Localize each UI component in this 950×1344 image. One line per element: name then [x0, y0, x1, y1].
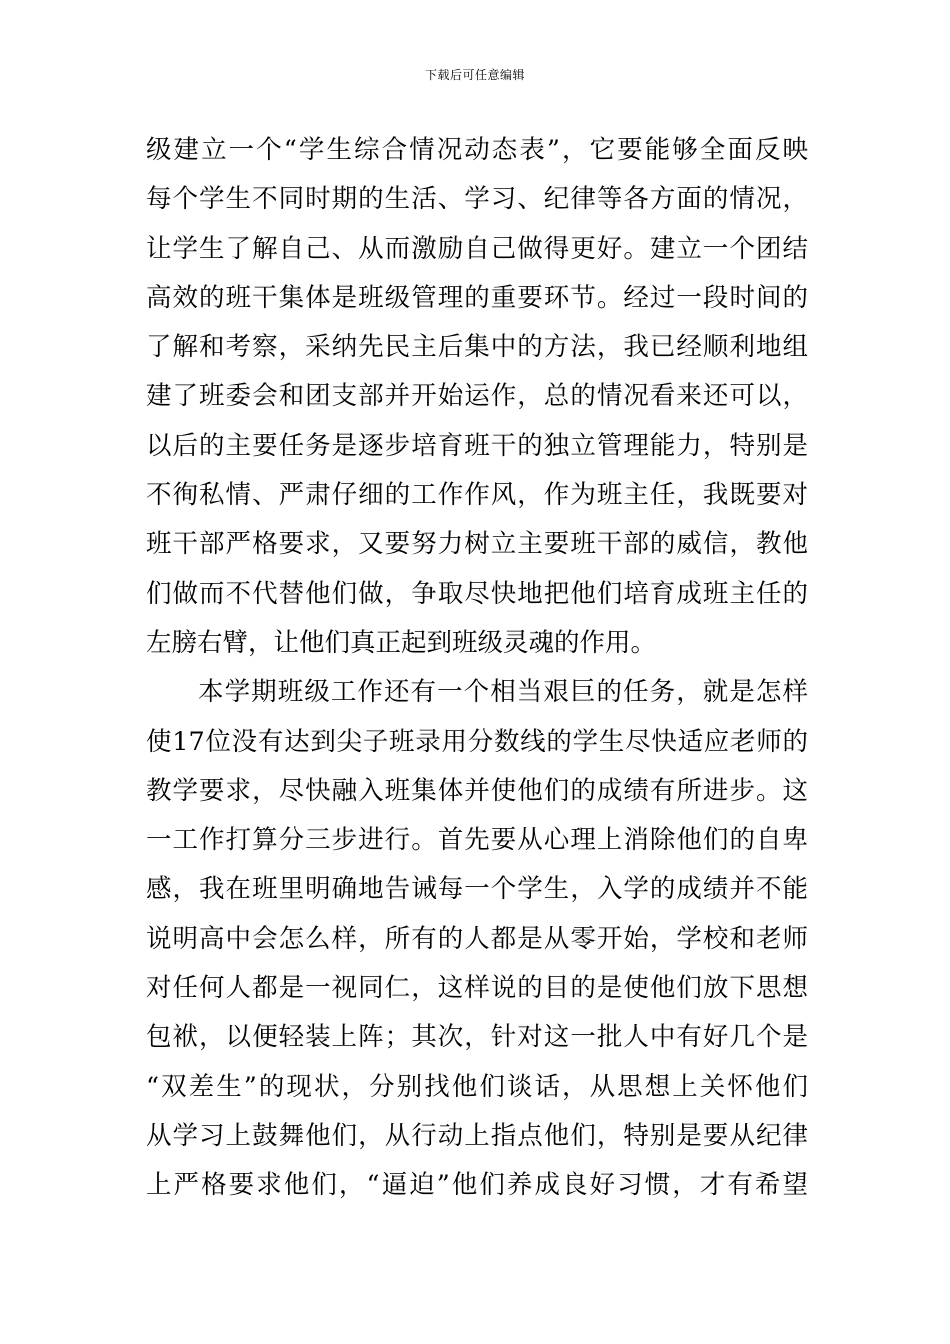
- text-line: 不徇私情、严肃仔细的工作作风，作为班主任，我既要对: [146, 480, 808, 511]
- text-line: 级建立一个“学生综合情况动态表”，它要能够全面反映: [146, 135, 808, 165]
- text-line: 以后的主要任务是逐步培育班干的独立管理能力，特别是: [146, 430, 808, 461]
- text-line: 对任何人都是一视同仁，这样说的目的是使他们放下思想: [146, 973, 808, 1004]
- paragraph-start-line: 本学期班级工作还有一个相当艰巨的任务，就是怎样: [198, 677, 808, 708]
- text-line: “双差生”的现状，分别找他们谈话，从思想上关怀他们: [146, 1071, 808, 1102]
- text-line: 高效的班干集体是班级管理的重要环节。经过一段时间的: [146, 282, 808, 313]
- text-line: 建了班委会和团支部并开始运作，总的情况看来还可以，: [146, 381, 808, 412]
- text-line: 一工作打算分三步进行。首先要从心理上消除他们的自卑: [146, 825, 808, 856]
- text-line: 感，我在班里明确地告诫每一个学生，入学的成绩并不能: [146, 874, 808, 905]
- text-line: 每个学生不同时期的生活、学习、纪律等各方面的情况，: [146, 184, 808, 215]
- text-line: 上严格要求他们，“逼迫”他们养成良好习惯，才有希望: [146, 1170, 808, 1201]
- text-line: 班干部严格要求，又要努力树立主要班干部的威信，教他: [146, 529, 808, 560]
- text-line: 让学生了解自己、从而激励自己做得更好。建立一个团结: [146, 233, 808, 264]
- text-line: 使17位没有达到尖子班录用分数线的学生尽快适应老师的: [146, 726, 808, 757]
- body-text: [146, 126, 808, 1211]
- text-line: 教学要求，尽快融入班集体并使他们的成绩有所进步。这: [146, 775, 808, 806]
- text-line: 从学习上鼓舞他们，从行动上指点他们，特别是要从纪律: [146, 1120, 808, 1151]
- text-line: 包袱，以便轻装上阵；其次，针对这一批人中有好几个是: [146, 1022, 808, 1053]
- text-line: 了解和考察，采纳先民主后集中的方法，我已经顺利地组: [146, 332, 808, 363]
- text-line: 们做而不代替他们做，争取尽快地把他们培育成班主任的: [146, 578, 808, 609]
- paragraph-end-line: 左膀右臂，让他们真正起到班级灵魂的作用。: [146, 627, 657, 658]
- text-line: 说明高中会怎么样，所有的人都是从零开始，学校和老师: [146, 923, 808, 954]
- page-header: 下载后可任意编辑: [424, 68, 525, 82]
